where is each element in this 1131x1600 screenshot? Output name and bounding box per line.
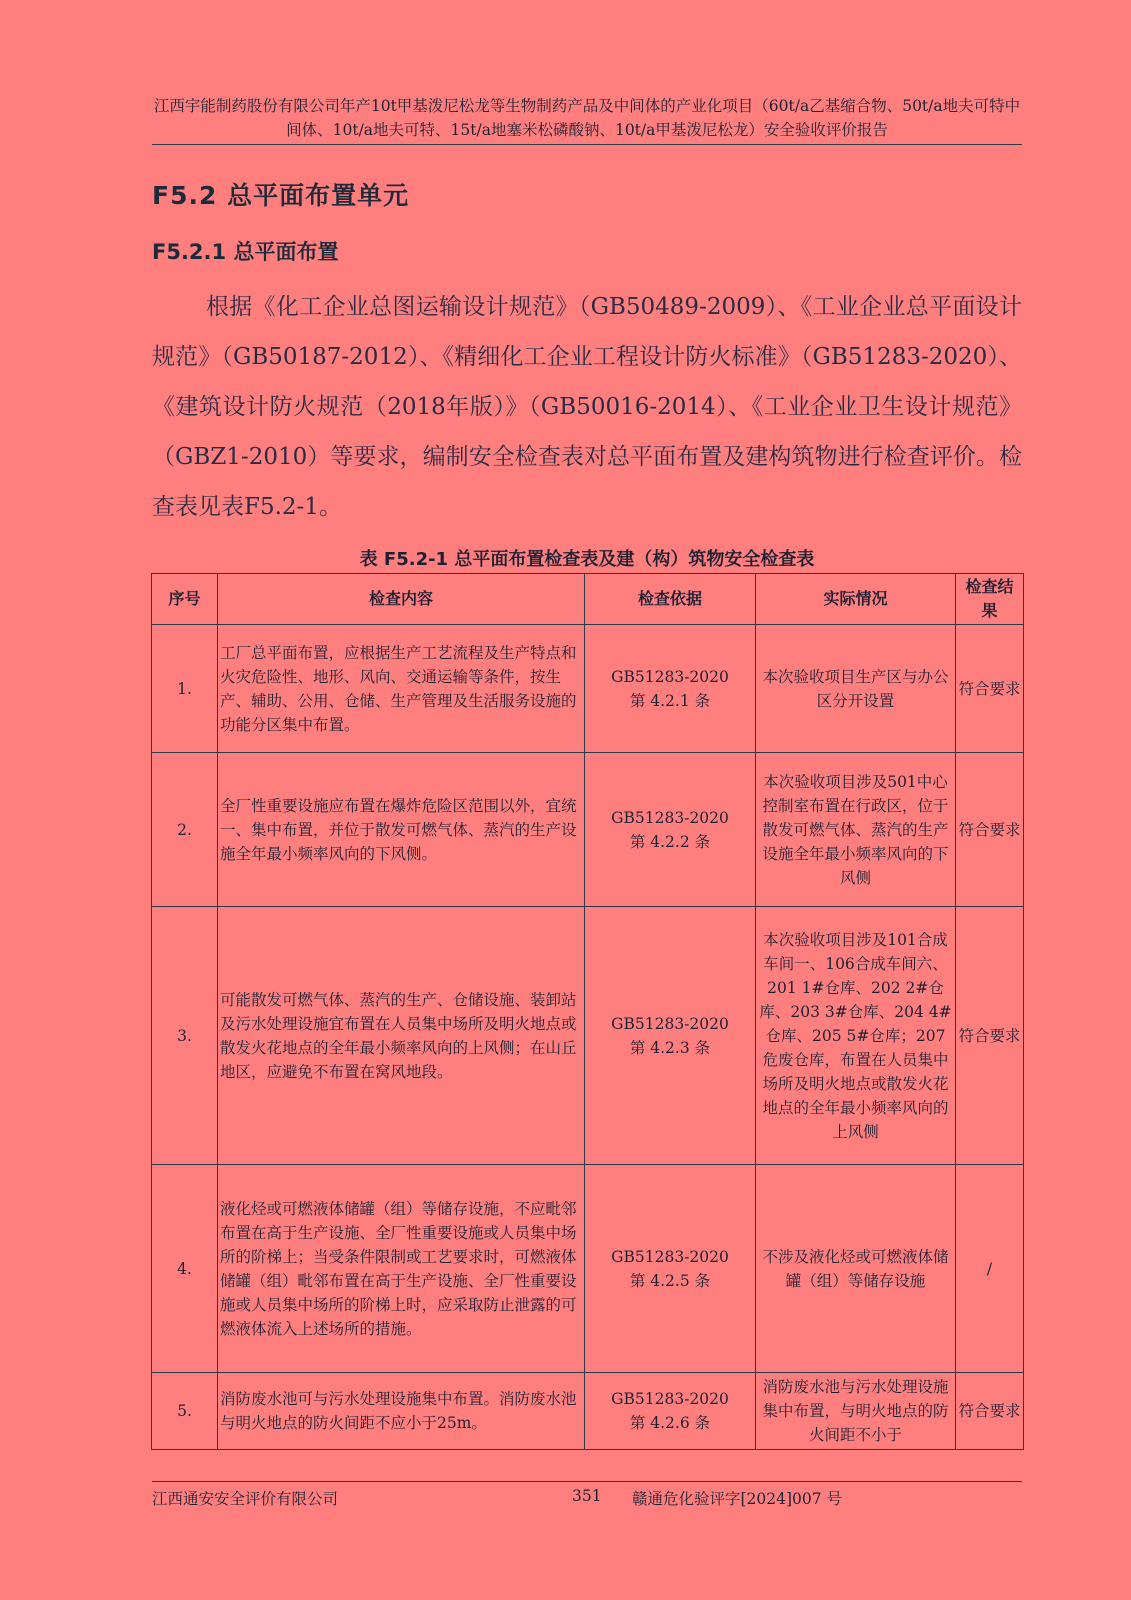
table-row — [152, 1373, 1024, 1450]
table-row — [152, 1165, 1024, 1373]
header-actual: 实际情况 — [756, 574, 956, 625]
row-no: 2. — [152, 753, 218, 907]
row-result: / — [956, 1165, 1024, 1373]
section-heading: F5.2 总平面布置单元 — [152, 181, 410, 210]
row-content: 可能散发可燃气体、蒸汽的生产、仓储设施、装卸站及污水处理设施宜布置在人员集中场所及明火地点或散发火花地点的全年最小频率风向的上风侧；在山丘地区，应避免不布置在窝风地段。 — [218, 907, 585, 1165]
row-no: 1. — [152, 625, 218, 753]
row-basis: GB51283-2020 第 4.2.2 条 — [585, 753, 756, 907]
row-content: 消防废水池可与污水处理设施集中布置。消防废水池与明火地点的防火间距不应小于25m。 — [218, 1373, 585, 1450]
row-no: 3. — [152, 907, 218, 1165]
row-basis: GB51283-2020 第 4.2.1 条 — [585, 625, 756, 753]
row-basis: GB51283-2020 第 4.2.5 条 — [585, 1165, 756, 1373]
row-result: 符合要求 — [956, 1373, 1024, 1450]
row-result: 符合要求 — [956, 907, 1024, 1165]
table-row — [152, 907, 1024, 1165]
table-row — [152, 753, 1024, 907]
page-footer — [152, 1481, 1022, 1510]
header-no: 序号 — [152, 574, 218, 625]
header-content: 检查内容 — [218, 574, 585, 625]
row-no: 5. — [152, 1373, 218, 1450]
body-paragraph: 根据《化工企业总图运输设计规范》（GB50489-2009）、《工业企业总平面设计规范》（GB50187-2012）、《精细化工企业工程设计防火标准》（GB51283-2020）、《建筑设计防火规范（2018年版）》（GB50016-2014）、《工业企业卫生设计规范》（GBZ1-2010）等要求，编制安全检查表对总平面布置及建构筑物进行检查评价。检查表见表F5.2-1。 — [152, 294, 1022, 520]
header-result: 检查结果 — [956, 574, 1024, 625]
row-basis: GB51283-2020 第 4.2.6 条 — [585, 1373, 756, 1450]
row-content: 液化烃或可燃液体储罐（组）等储存设施，不应毗邻布置在高于生产设施、全厂性重要设施或人员集中场所的阶梯上；当受条件限制或工艺要求时，可燃液体储罐（组）毗邻布置在高于生产设施、全厂性重要设施或人员集中场所的阶梯上时，应采取防止泄露的可燃液体流入上述场所的措施。 — [218, 1165, 585, 1373]
row-result: 符合要求 — [956, 625, 1024, 753]
row-basis: GB51283-2020 第 4.2.3 条 — [585, 907, 756, 1165]
row-content: 工厂总平面布置，应根据生产工艺流程及生产特点和火灾危险性、地形、风向、交通运输等条件，按生产、辅助、公用、仓储、生产管理及生活服务设施的功能分区集中布置。 — [218, 625, 585, 753]
table-caption: 表 F5.2-1 总平面布置检查表及建（构）筑物安全检查表 — [359, 549, 815, 570]
row-result: 符合要求 — [956, 753, 1024, 907]
row-actual: 本次验收项目生产区与办公区分开设置 — [756, 625, 956, 753]
footer-company: 江西通安安全评价有限公司 — [152, 1490, 339, 1508]
safety-check-table — [151, 573, 1024, 1450]
row-no: 4. — [152, 1165, 218, 1373]
page-header: 江西宇能制药股份有限公司年产10t甲基泼尼松龙等生物制药产品及中间体的产业化项目（60t/a乙基缩合物、50t/a地夫可特中间体、10t/a地夫可特、15t/a地塞米松磷酸钠、10t/a甲基泼尼松龙）安全验收评价报告 — [152, 94, 1022, 145]
table-row — [152, 625, 1024, 753]
row-actual: 本次验收项目涉及101合成车间一、106合成车间六、201 1#仓库、202 2#仓库、203 3#仓库、204 4#仓库、205 5#仓库；207危废仓库，布置在人员集中场所及明火地点或散发火花地点的全年最小频率风向的上风侧 — [756, 907, 956, 1165]
row-content: 全厂性重要设施应布置在爆炸危险区范围以外，宜统一、集中布置，并位于散发可燃气体、蒸汽的生产设施全年最小频率风向的下风侧。 — [218, 753, 585, 907]
footer-page-number: 351 — [572, 1487, 602, 1505]
table-header-row — [152, 574, 1024, 625]
row-actual: 本次验收项目涉及501中心控制室布置在行政区，位于散发可燃气体、蒸汽的生产设施全年最小频率风向的下风侧 — [756, 753, 956, 907]
subsection-heading: F5.2.1 总平面布置 — [152, 240, 339, 264]
header-basis: 检查依据 — [585, 574, 756, 625]
footer-doc-number: 赣通危化验评字[2024]007 号 — [632, 1490, 843, 1508]
row-actual: 不涉及液化烃或可燃液体储罐（组）等储存设施 — [756, 1165, 956, 1373]
row-actual: 消防废水池与污水处理设施集中布置，与明火地点的防火间距不小于 — [756, 1373, 956, 1450]
